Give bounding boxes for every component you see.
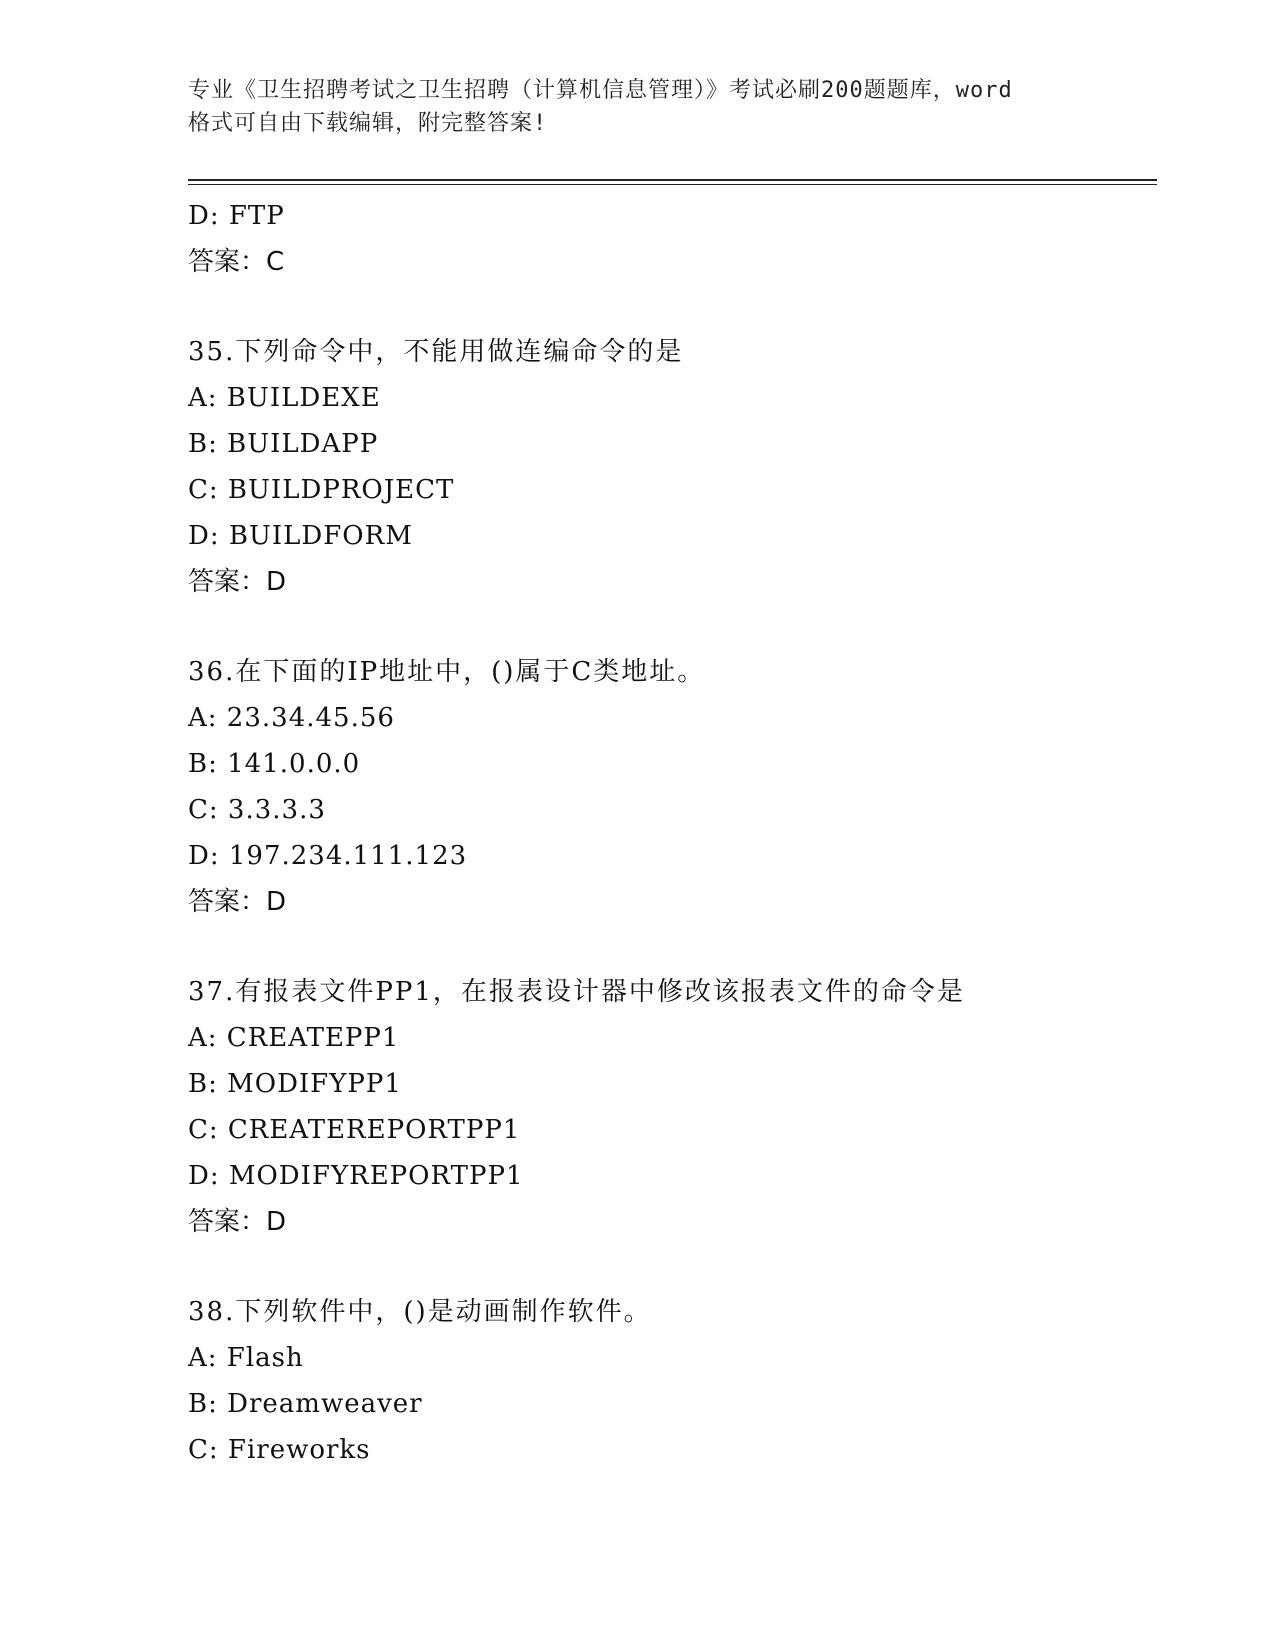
option-c: C: CREATEREPORTPP1: [188, 1115, 521, 1145]
header-divider-thick: [188, 179, 1157, 181]
option-d: D: MODIFYREPORTPP1: [188, 1161, 524, 1191]
option-a: A: 23.34.45.56: [188, 703, 395, 733]
option-b: B: 141.0.0.0: [188, 749, 361, 779]
option-c: C: Fireworks: [188, 1435, 371, 1465]
question-text: 35.下列命令中，不能用做连编命令的是: [188, 337, 684, 367]
option-c: C: 3.3.3.3: [188, 795, 326, 825]
question-block-prev: [188, 193, 1157, 285]
option-a: A: CREATEPP1: [188, 1023, 400, 1053]
spacer: [188, 605, 1157, 649]
spacer: [188, 285, 1157, 329]
header-line-1: 专业《卫生招聘考试之卫生招聘（计算机信息管理）》考试必刷200题题库，word: [188, 78, 1013, 103]
question-block-36: [188, 649, 1157, 925]
option-a: A: Flash: [188, 1343, 304, 1373]
question-block-38: [188, 1289, 1157, 1473]
answer-line: 答案：D: [188, 887, 287, 917]
question-block-35: [188, 329, 1157, 605]
option-b: B: MODIFYPP1: [188, 1069, 402, 1099]
question-list: [188, 193, 1157, 1473]
option-d: D: FTP: [188, 201, 285, 231]
question-text: 36.在下面的IP地址中，()属于C类地址。: [188, 657, 706, 687]
answer-line: 答案：D: [188, 567, 287, 597]
question-block-37: [188, 969, 1157, 1245]
option-d: D: 197.234.111.123: [188, 841, 468, 871]
answer-line: 答案：D: [188, 1207, 287, 1237]
header-line-2: 格式可自由下载编辑，附完整答案!: [188, 111, 548, 136]
document-header: [188, 74, 1088, 140]
spacer: [188, 925, 1157, 969]
option-c: C: BUILDPROJECT: [188, 475, 455, 505]
option-b: B: Dreamweaver: [188, 1389, 423, 1419]
option-d: D: BUILDFORM: [188, 521, 413, 551]
question-text: 37.有报表文件PP1，在报表设计器中修改该报表文件的命令是: [188, 977, 965, 1007]
spacer: [188, 1245, 1157, 1289]
answer-line: 答案：C: [188, 247, 285, 277]
header-divider-thin: [188, 184, 1157, 185]
option-b: B: BUILDAPP: [188, 429, 379, 459]
option-a: A: BUILDEXE: [188, 383, 381, 413]
question-text: 38.下列软件中，()是动画制作软件。: [188, 1297, 652, 1327]
